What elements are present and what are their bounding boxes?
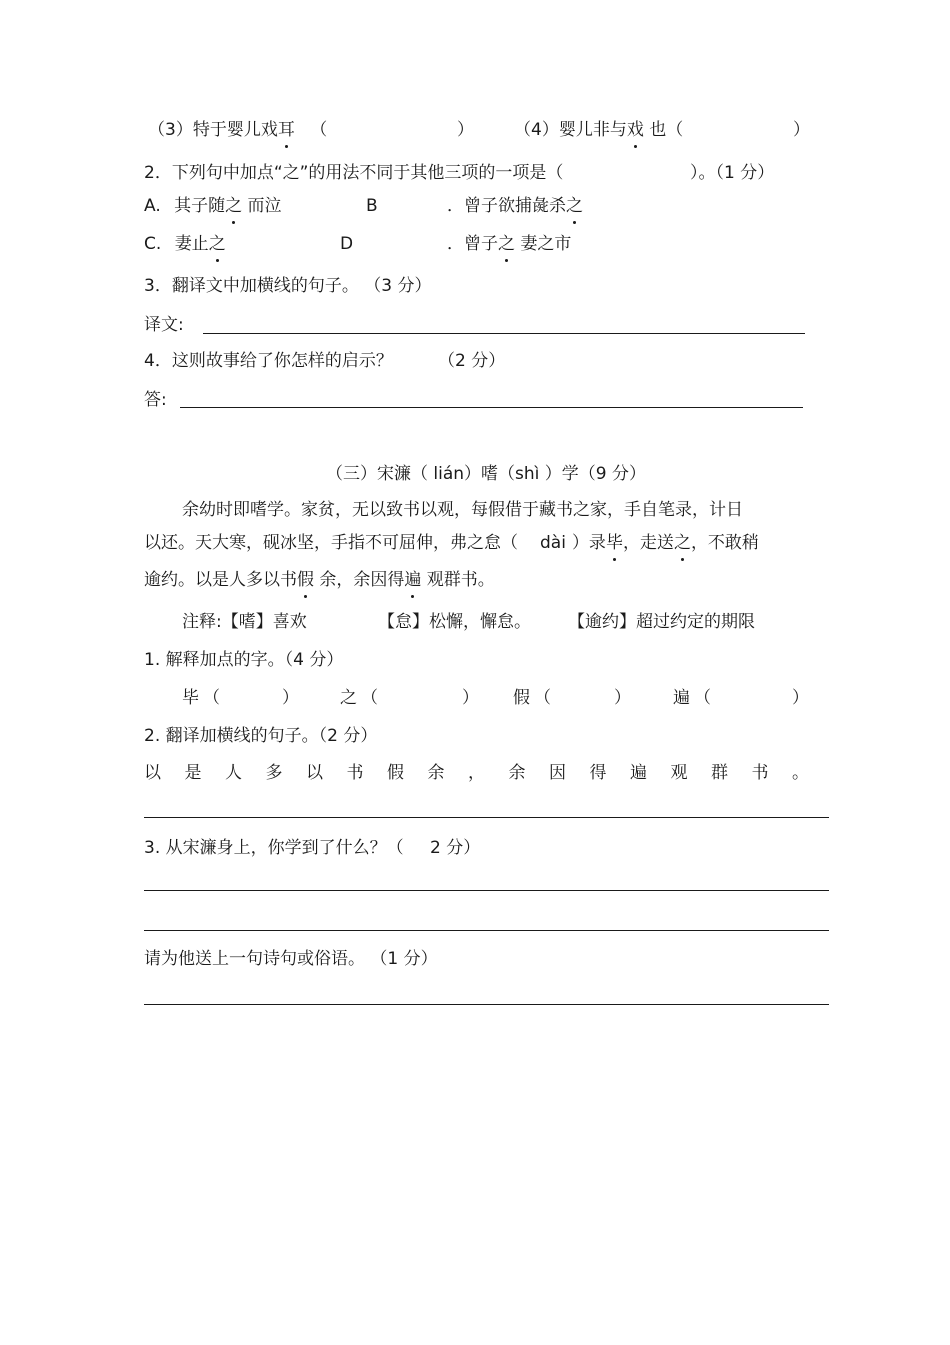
explain-item-1-close: ） xyxy=(282,688,299,708)
notes: 注释:【嗜】喜欢 xyxy=(182,612,307,632)
learned-answer-line-1[interactable] xyxy=(144,890,829,891)
item-3: （3）特于婴儿戏耳 （ xyxy=(148,120,328,140)
dotted-char: 假 xyxy=(297,570,314,590)
p3-question-4: 请为他送上一句诗句或俗语。 （1 分） xyxy=(144,949,438,969)
dotted-char: 之 xyxy=(566,196,583,216)
dotted-char: 之 xyxy=(225,196,243,216)
option-b-label: B xyxy=(366,196,378,216)
passage-line-3: 逾约。以是人多以书假 余，余因得遍 观群书。 xyxy=(144,570,495,590)
item-4-close: ） xyxy=(793,120,810,140)
answer-line[interactable] xyxy=(180,407,803,408)
question-4: 4．这则故事给了你怎样的启示？ xyxy=(144,351,393,371)
p3-question-3: 3. 从宋濂身上，你学到了什么？（ xyxy=(144,838,404,858)
option-a: A. 其子随之 而泣 xyxy=(144,196,282,216)
explain-item-2: 之 （ xyxy=(340,688,378,708)
section-title: （三）宋濂（ lián）嗜（shì ）学（9 分） xyxy=(326,464,647,484)
learned-answer-line-2[interactable] xyxy=(144,930,829,931)
option-d-label: D xyxy=(340,234,354,254)
dotted-char: 之 xyxy=(498,234,515,254)
translation-answer-line[interactable] xyxy=(203,333,805,334)
option-c: C. 妻止之 xyxy=(144,234,226,254)
note-3: 【逾约】超过约定的期限 xyxy=(568,612,755,632)
p3-question-1: 1. 解释加点的字。（4 分） xyxy=(144,650,344,670)
explain-item-3-close: ） xyxy=(614,688,631,708)
question-4-score: （2 分） xyxy=(438,351,506,371)
answer-label: 答: xyxy=(144,390,167,410)
p3-question-2: 2. 翻译加横线的句子。（2 分） xyxy=(144,726,378,746)
item-3-close: ） xyxy=(457,120,474,140)
dotted-char: 戏 xyxy=(626,120,644,140)
dotted-char: 毕 xyxy=(605,533,623,553)
explain-item-3: 假 （ xyxy=(513,688,551,708)
dotted-char: 耳 xyxy=(277,120,295,140)
explain-item-1: 毕 （ xyxy=(182,688,220,708)
question-3: 3．翻译文中加横线的句子。 （3 分） xyxy=(144,276,432,296)
dotted-char: 之 xyxy=(208,234,226,254)
item-4: （4）婴儿非与戏 也（ xyxy=(514,120,684,140)
p3-question-3-score: 2 分） xyxy=(430,838,481,858)
question-2: 2．下列句中加点“之”的用法不同于其他三项的一项是（ xyxy=(144,163,564,183)
translation-line[interactable] xyxy=(144,817,829,818)
passage-line-2: 以还。天大寒，砚冰坚，手指不可屈伸，弗之怠（ dài ）录毕，走送之，不敢稍 xyxy=(144,533,759,553)
explain-item-4: 遍 （ xyxy=(673,688,711,708)
translation-label: 译文: xyxy=(144,315,184,335)
option-b: ．曾子欲捕彘杀之 xyxy=(447,196,583,216)
passage-line-1: 余幼时即嗜学。家贫，无以致书以观，每假借于藏书之家，手自笔录，计日 xyxy=(182,500,743,520)
sentence-to-translate: 以 是 人 多 以 书 假 余 ， 余 因 得 遍 观 群 书 。 xyxy=(144,763,809,783)
poem-answer-line[interactable] xyxy=(144,1004,829,1005)
explain-item-2-close: ） xyxy=(462,688,479,708)
question-2-tail: ）。（1 分） xyxy=(690,163,775,183)
explain-item-4-close: ） xyxy=(792,688,809,708)
dotted-char: 遍 xyxy=(404,570,422,590)
option-d: ．曾子之 妻之市 xyxy=(447,234,572,254)
dotted-char: 之 xyxy=(673,533,691,553)
note-2: 【怠】松懈，懈怠。 xyxy=(378,612,531,632)
